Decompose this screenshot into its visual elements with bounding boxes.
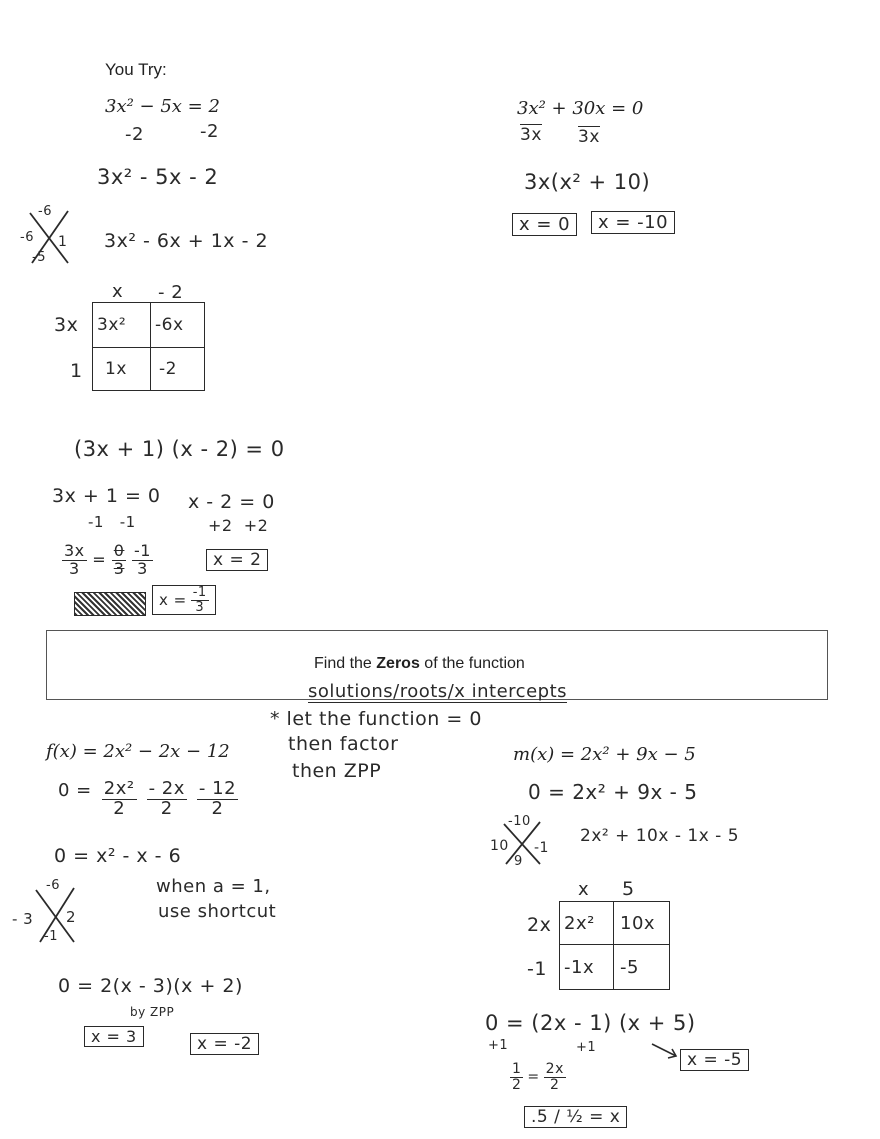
area-box-cell: 2x² — [560, 902, 614, 945]
fraction — [62, 543, 87, 578]
bottom-right-area-box — [559, 901, 670, 990]
top-left-area-box — [92, 302, 205, 391]
banner-title — [314, 655, 525, 673]
bottom-right-box-row-2: -1 — [527, 958, 547, 980]
banner-title-suffix: of the function — [419, 655, 525, 672]
fraction-numerator: -1 — [192, 585, 207, 600]
top-left-sub-right: -2 — [200, 121, 219, 142]
fraction — [132, 543, 153, 578]
equals-sign: = — [527, 1069, 540, 1086]
top-left-box-col-2: - 2 — [158, 282, 184, 303]
top-left-eq-2-add: +2 +2 — [208, 516, 269, 535]
fraction-numerator: 1 — [512, 1061, 522, 1077]
bottom-left-step-1 — [58, 780, 238, 819]
bottom-right-box-col-2: 5 — [622, 878, 635, 900]
area-box-cell: 1x — [93, 348, 151, 391]
bottom-left-x-bottom: -1 — [44, 929, 58, 944]
fraction-denominator: 2 — [160, 797, 173, 819]
bottom-right-answer-2: .5 / ½ = x — [524, 1106, 627, 1128]
notes-line-3: then ZPP — [292, 760, 382, 782]
top-left-x-right: 1 — [58, 234, 68, 250]
top-left-answer-x2: x = 2 — [206, 549, 268, 571]
bottom-right-answer-1: x = -5 — [680, 1049, 749, 1071]
bottom-left-x-left: - 3 — [12, 910, 34, 928]
area-box-cell: 10x — [614, 902, 670, 945]
top-left-split-form: 3x² - 6x + 1x - 2 — [104, 230, 269, 252]
bottom-right-box-row-1: 2x — [527, 914, 552, 936]
bottom-left-step-2: 0 = x² - x - 6 — [54, 845, 182, 867]
notes-line-1: * let the function = 0 — [270, 708, 482, 730]
fraction-denominator: 3 — [113, 558, 125, 578]
top-left-standard-form: 3x² - 5x - 2 — [97, 165, 219, 189]
notes-line-2: then factor — [288, 733, 399, 755]
area-box-cell: -5 — [614, 945, 670, 990]
top-left-box-col-1: x — [112, 281, 124, 302]
bottom-left-tip-2: use shortcut — [158, 901, 277, 922]
bottom-right-factored: 0 = (2x - 1) (x + 5) — [485, 1011, 696, 1035]
answer-label: x = — [159, 591, 187, 610]
top-right-factored: 3x(x² + 10) — [524, 170, 651, 194]
bottom-right-box-col-1: x — [578, 879, 590, 900]
fraction — [191, 586, 209, 614]
equals-sign: = — [92, 549, 107, 569]
fraction-denominator: 3 — [195, 599, 205, 615]
fraction — [197, 780, 238, 819]
top-left-x-top: -6 — [38, 204, 52, 219]
area-box-cell: -6x — [151, 303, 205, 348]
fraction-denominator: 3 — [68, 558, 80, 578]
top-right-answer-2: x = -10 — [591, 211, 675, 234]
bottom-left-x-right: 2 — [66, 908, 77, 926]
area-box-cell: 3x² — [93, 303, 151, 348]
fraction — [147, 780, 187, 819]
top-left-eq-1-sub: -1 -1 — [88, 513, 136, 531]
fraction-numerator: - 2x — [148, 778, 185, 799]
scribbled-out-answer — [74, 592, 146, 616]
bottom-right-add-right: +1 — [576, 1040, 597, 1055]
bottom-right-function: m(x) = 2x² + 9x − 5 — [513, 744, 696, 765]
fraction-numerator: - 12 — [198, 778, 237, 799]
bottom-right-x-left: 10 — [490, 838, 509, 854]
fraction-denominator: 3 — [137, 558, 148, 578]
top-right-answer-1: x = 0 — [512, 213, 577, 236]
fraction — [112, 543, 127, 578]
fraction — [102, 780, 137, 819]
top-right-equation: 3x² + 30x = 0 — [517, 98, 644, 119]
fraction-numerator: 0 — [113, 541, 125, 560]
fraction-denominator: 2 — [512, 1076, 522, 1093]
step-lead: 0 = — [58, 780, 92, 801]
area-box-cell: -1x — [560, 945, 614, 990]
fraction-denominator: 2 — [113, 797, 126, 819]
fraction-denominator: 2 — [211, 797, 224, 819]
bottom-left-x-top: -6 — [46, 878, 60, 893]
top-left-equation: 3x² − 5x = 2 — [105, 96, 220, 117]
banner-title-prefix: Find the — [314, 655, 377, 672]
bottom-left-by-zpp: by ZPP — [130, 1005, 175, 1019]
top-left-sub-left: -2 — [125, 124, 144, 145]
top-left-division-step — [62, 543, 153, 578]
fraction — [510, 1062, 523, 1092]
top-left-box-row-2: 1 — [70, 360, 83, 382]
top-right-div-2: 3x — [578, 127, 600, 147]
bottom-right-x-top: -10 — [508, 814, 531, 829]
bottom-left-answer-2: x = -2 — [190, 1033, 259, 1055]
top-left-eq-1: 3x + 1 = 0 — [52, 485, 161, 507]
bottom-left-function: f(x) = 2x² − 2x − 12 — [46, 741, 230, 762]
top-left-eq-2: x - 2 = 0 — [188, 491, 275, 513]
top-left-answer-x-third — [152, 585, 216, 615]
top-right-div-1: 3x — [520, 125, 542, 145]
area-box-cell: -2 — [151, 348, 205, 391]
fraction-numerator: -1 — [134, 541, 151, 560]
bottom-right-x-bottom: 9 — [514, 854, 523, 869]
top-left-factored: (3x + 1) (x - 2) = 0 — [74, 437, 285, 461]
bottom-right-division-step — [510, 1062, 566, 1092]
top-left-x-bottom: -5 — [32, 250, 46, 265]
bottom-right-x-right: -1 — [534, 840, 549, 856]
bottom-right-add-left: +1 — [488, 1038, 509, 1053]
bottom-left-factored: 0 = 2(x - 3)(x + 2) — [58, 975, 243, 997]
bottom-left-answer-1: x = 3 — [84, 1026, 144, 1047]
bottom-right-split-form: 2x² + 10x - 1x - 5 — [580, 826, 740, 846]
bottom-left-tip-1: when a = 1, — [156, 876, 271, 897]
top-left-box-row-1: 3x — [54, 314, 79, 336]
banner-note: solutions/roots/x intercepts — [308, 681, 568, 702]
top-left-x-left: -6 — [20, 230, 34, 245]
fraction-denominator: 2 — [550, 1076, 560, 1093]
fraction-numerator: 2x² — [103, 778, 135, 799]
bottom-right-standard: 0 = 2x² + 9x - 5 — [528, 780, 698, 804]
fraction — [544, 1062, 566, 1092]
arrow-icon — [650, 1040, 680, 1062]
you-try-heading: You Try: — [105, 60, 167, 79]
banner-title-bold: Zeros — [376, 655, 420, 672]
fraction-numerator: 2x — [545, 1061, 564, 1077]
fraction-numerator: 3x — [64, 541, 85, 560]
